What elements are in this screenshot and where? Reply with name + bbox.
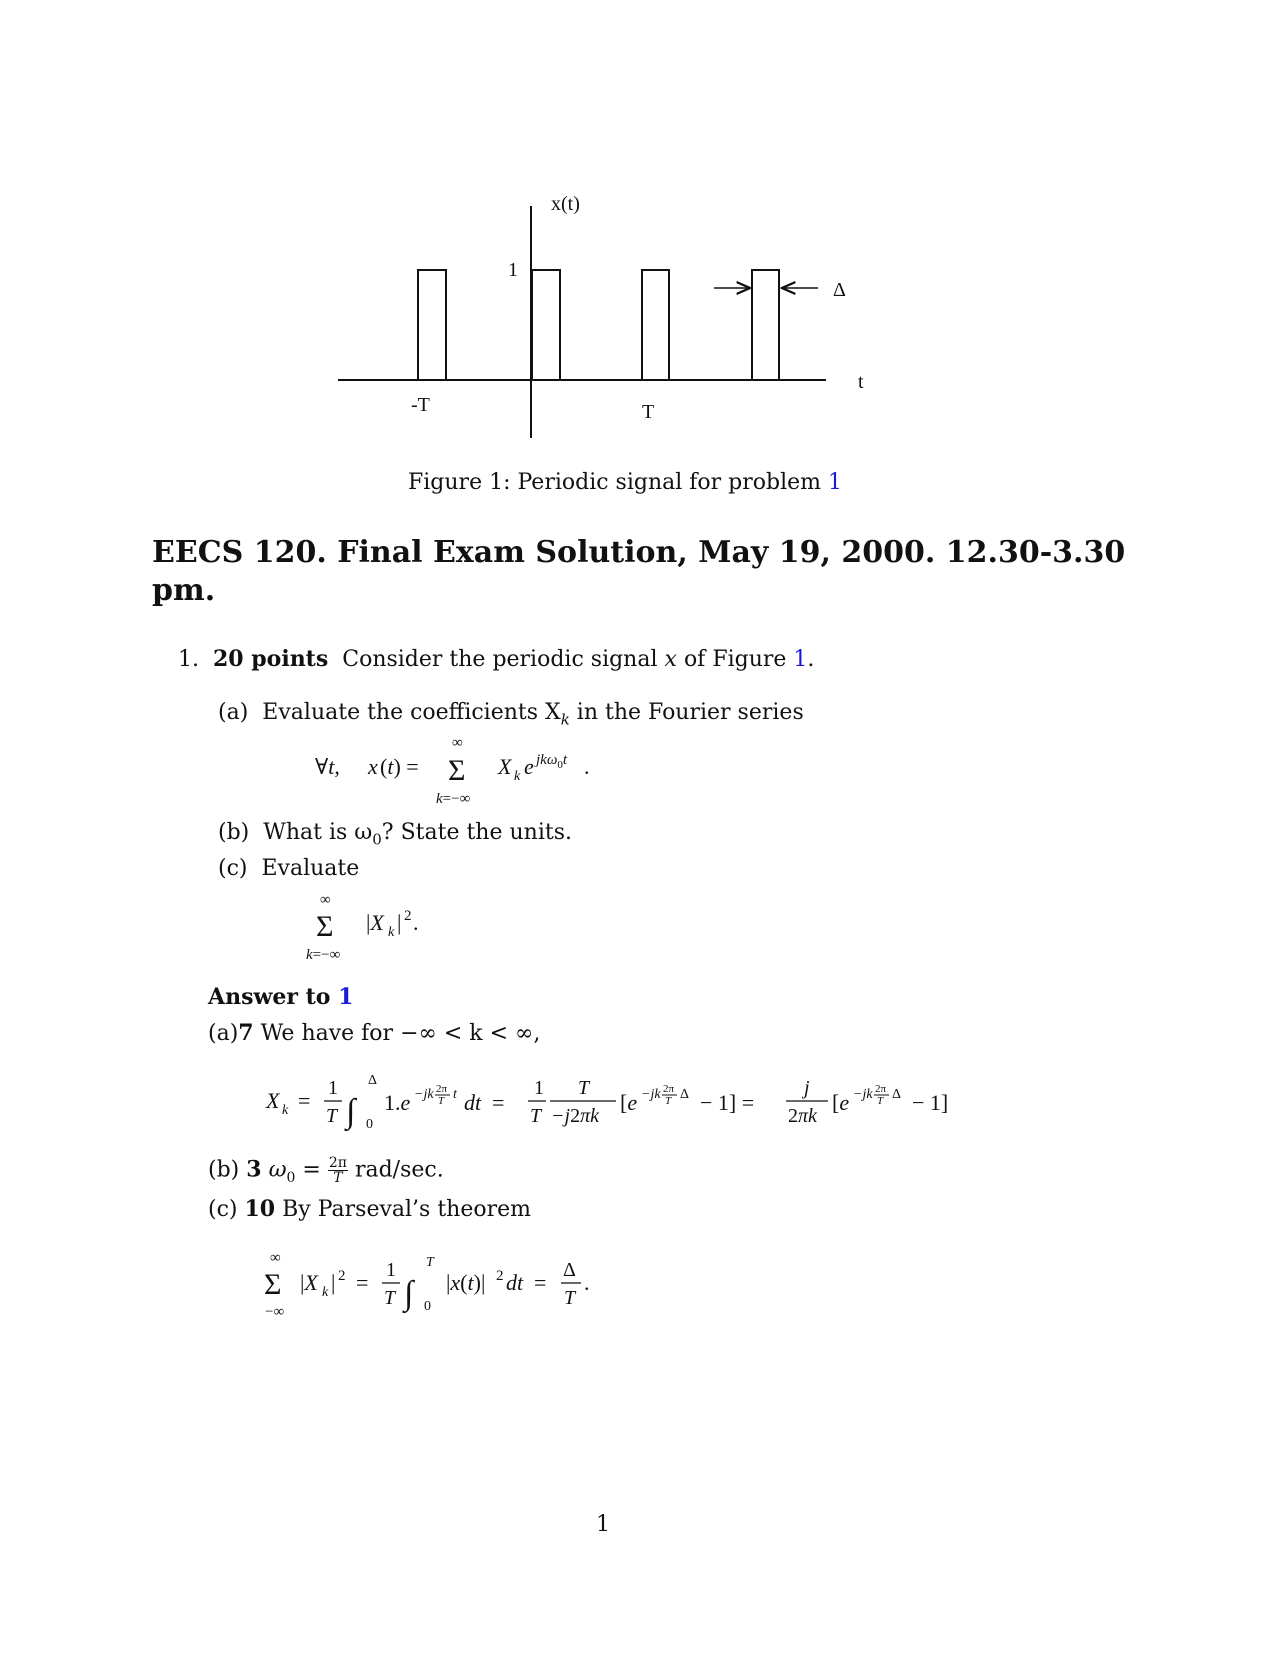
- svg-text:1: 1: [534, 1077, 544, 1099]
- svg-text:− 1] =: − 1] =: [700, 1090, 755, 1115]
- svg-text:−∞: −∞: [265, 1304, 285, 1320]
- svg-text:Δ: Δ: [680, 1087, 690, 1102]
- delta-label: Δ: [833, 279, 846, 301]
- svg-text:Σ: Σ: [448, 754, 466, 787]
- svg-text:j: j: [804, 1077, 810, 1099]
- svg-text:T: T: [530, 1105, 542, 1127]
- svg-text:|: |: [331, 1270, 336, 1295]
- page-number: 1: [596, 1512, 610, 1537]
- svg-text:|: |: [397, 910, 402, 935]
- svg-text:1: 1: [386, 1259, 396, 1281]
- problem-statement: 1. 20 points Consider the periodic signal x of Figure 1.: [178, 646, 815, 672]
- svg-text:(t) =: (t) =: [380, 754, 419, 779]
- svg-text:∫: ∫: [404, 1275, 414, 1312]
- energy-sum-equation: [300, 890, 500, 970]
- svg-text:k: k: [322, 1285, 329, 1300]
- svg-text:dt: dt: [464, 1090, 482, 1115]
- svg-text:T: T: [578, 1077, 590, 1099]
- svg-text:2π: 2π: [663, 1083, 675, 1095]
- svg-text:T: T: [426, 1255, 434, 1270]
- figure-link[interactable]: 1: [793, 647, 808, 672]
- svg-text:Δ: Δ: [368, 1073, 378, 1088]
- svg-text:∀t,: ∀t,: [315, 754, 340, 779]
- pulse-zero: [532, 270, 560, 380]
- svg-text:2: 2: [338, 1268, 346, 1284]
- svg-text:2πk: 2πk: [788, 1105, 817, 1127]
- y-axis-label: x(t): [551, 193, 580, 215]
- svg-text:∞: ∞: [270, 1250, 281, 1266]
- svg-text:0: 0: [366, 1117, 373, 1132]
- svg-text:k: k: [514, 769, 521, 784]
- svg-text:Σ: Σ: [316, 910, 334, 943]
- t-axis-label: t: [858, 371, 864, 393]
- svg-text:k: k: [388, 925, 395, 940]
- svg-text:∫: ∫: [346, 1093, 356, 1130]
- svg-text:|x(t)|: |x(t)|: [446, 1270, 486, 1295]
- svg-text:2π: 2π: [875, 1083, 887, 1095]
- caption-problem-link[interactable]: 1: [828, 470, 843, 495]
- svg-text:t: t: [453, 1087, 457, 1102]
- svg-text:Δ: Δ: [563, 1259, 576, 1281]
- answer-heading: Answer to 1: [208, 984, 354, 1010]
- svg-text:−j2πk: −j2πk: [551, 1105, 599, 1127]
- svg-text:−jk: −jk: [853, 1087, 873, 1102]
- figure-caption: Figure 1: Periodic signal for problem 1: [408, 470, 843, 495]
- svg-text:=: =: [534, 1270, 547, 1295]
- svg-text:− 1]: − 1]: [912, 1090, 949, 1115]
- problem-points: 20 points: [213, 646, 329, 672]
- pulse-T: [642, 270, 669, 380]
- svg-text:∞: ∞: [452, 735, 463, 751]
- amplitude-label: 1: [508, 259, 518, 281]
- svg-text:.: .: [584, 754, 590, 779]
- svg-text:[e: [e: [620, 1090, 638, 1115]
- T-label: T: [642, 401, 655, 423]
- svg-text:jkω0t: jkω$_0$t: [536, 752, 568, 771]
- svg-text:Δ: Δ: [892, 1087, 902, 1102]
- svg-text:−jk: −jk: [641, 1087, 661, 1102]
- svg-text:X: X: [498, 754, 512, 779]
- svg-text:x: x: [368, 754, 378, 779]
- svg-text:T: T: [877, 1095, 884, 1107]
- answer-part-b: (b) 3 $\omega_0$ = $\frac{2\pi}{T}$ rad/sec.: [208, 1155, 444, 1186]
- pulse-minus-T: [418, 270, 446, 380]
- neg-T-label: -T: [411, 394, 430, 416]
- svg-text:|X: |X: [366, 910, 384, 935]
- answer-problem-link[interactable]: 1: [338, 984, 354, 1010]
- svg-text:e: e: [524, 754, 534, 779]
- periodic-signal-figure: [0, 0, 1280, 480]
- coefficient-derivation: [260, 1066, 1000, 1146]
- svg-text:=: =: [492, 1090, 505, 1115]
- part-b-question: (b) What is $\omega_0$? State the units.: [218, 820, 572, 849]
- answer-part-c: (c) 10 By Parseval’s theorem: [208, 1196, 531, 1222]
- svg-text:[e: [e: [832, 1090, 850, 1115]
- svg-text:T: T: [384, 1287, 396, 1309]
- svg-text:T: T: [665, 1095, 672, 1107]
- svg-text:.: .: [413, 910, 419, 935]
- svg-text:=: =: [356, 1270, 369, 1295]
- svg-text:T: T: [438, 1095, 445, 1107]
- part-c-question: (c) Evaluate: [218, 856, 360, 881]
- svg-text:2: 2: [404, 908, 412, 924]
- svg-text:2π: 2π: [436, 1083, 448, 1095]
- answer-part-a: (a)7 We have for −∞ < k < ∞,: [208, 1020, 541, 1046]
- svg-text:2: 2: [496, 1268, 504, 1284]
- svg-text:.: .: [584, 1270, 590, 1295]
- page-title: EECS 120. Final Exam Solution, May 19, 2000. 12.30-3.30 pm.: [152, 535, 1126, 608]
- svg-text:−jk: −jk: [414, 1087, 434, 1102]
- svg-text:k=−∞: k=−∞: [306, 947, 341, 963]
- svg-text:=: =: [298, 1088, 311, 1113]
- svg-text:1.e: 1.e: [384, 1090, 411, 1115]
- svg-text:Σ: Σ: [264, 1268, 282, 1301]
- parseval-equation: [260, 1250, 620, 1330]
- svg-text:T: T: [326, 1105, 338, 1127]
- svg-text:k=−∞: k=−∞: [436, 791, 471, 807]
- pulse-2T: [752, 270, 779, 380]
- svg-text:|X: |X: [300, 1270, 318, 1295]
- svg-text:1: 1: [328, 1077, 338, 1099]
- fourier-series-equation: [300, 730, 700, 810]
- part-a-question: (a) Evaluate the coefficients $X_k$ in the Fourier series: [218, 700, 804, 729]
- svg-text:T: T: [564, 1287, 576, 1309]
- svg-text:0: 0: [424, 1299, 431, 1314]
- svg-text:k: k: [282, 1103, 289, 1118]
- svg-text:X: X: [266, 1088, 280, 1113]
- svg-text:dt: dt: [506, 1270, 524, 1295]
- svg-text:∞: ∞: [320, 892, 331, 908]
